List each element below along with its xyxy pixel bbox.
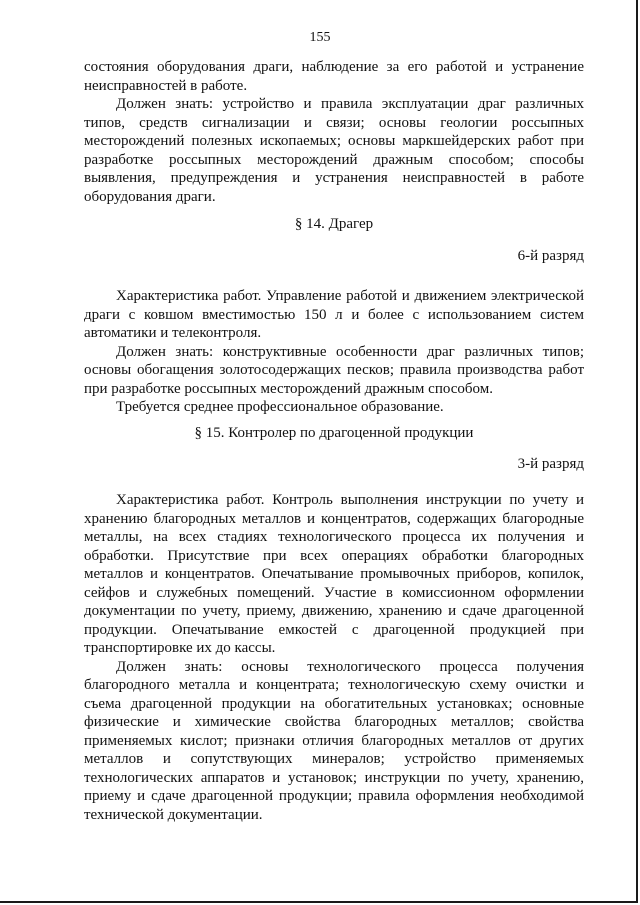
paragraph-continuation: состояния оборудования драги, наблюдение за его работой и устранение неисправностей в работе. [84,59,584,94]
paragraph-education: Требуется среднее профессиональное образование. [116,399,444,415]
section-grade-15: 3-й разряд [517,456,584,472]
page-number: 155 [309,30,331,45]
section-heading-14: § 14. Драгер [294,216,374,232]
paragraph-must-know: Должен знать: основы технологического процесса получения благородного металла и концентрата; технологическую схему очистки и съема драгоценной продукции на обогатительных установках; основные физические и химические свойства благородных металлов; свойства применяемых кислот; признаки отличия благородных металлов от других металлов и сопутствующих минералов; устройство применяемых технологических аппаратов и установок; инструкции по учету, хранению, приему и сдаче драгоценной продукции; правила оформления необходимой технической документации. [84,658,584,823]
section-heading-15: § 15. Контролер по драгоценной продукции [194,425,474,441]
paragraph-must-know: Должен знать: конструктивные особенности драг различных типов; основы обогащения золотосодержащих песков; правила производства работ при разработке россыпных месторождений дражным способом. [84,343,584,397]
paragraph-work-characteristics: Характеристика работ. Контроль выполнения инструкции по учету и хранению благородных металлов и концентратов, содержащих благородные металлы, на всех стадиях технологического процесса их получения и обработки. Присутствие при всех операциях обработки благородных металлов и концентратов. Опечатывание промывочных приборов, копилок, сейфов и служебных помещений. Участие в комиссионном оформлении документации по учету, приему, движению, хранению и сдаче драгоценной продукции. Опечатывание емкостей с драгоценной продукцией при транспортировке их до кассы. [84,492,584,656]
paragraph-work-characteristics: Характеристика работ. Управление работой и движением электрической драги с ковшом вместимостью 150 л и более с использованием систем автоматики и телеконтроля. [84,288,584,341]
section-14-body [84,287,584,417]
intro-block [84,58,584,206]
section-15-body [84,491,584,824]
paragraph-must-know: Должен знать: устройство и правила эксплуатации драг различных типов, средств сигнализации и связи; основы геологии россыпных месторождений полезных ископаемых; основы маркшейдерских работ при разработке россыпных месторождений дражным способом; способы выявления, предупреждения и устранения неисправностей в работе оборудования драги. [84,96,584,205]
section-grade-14: 6-й разряд [517,248,584,264]
